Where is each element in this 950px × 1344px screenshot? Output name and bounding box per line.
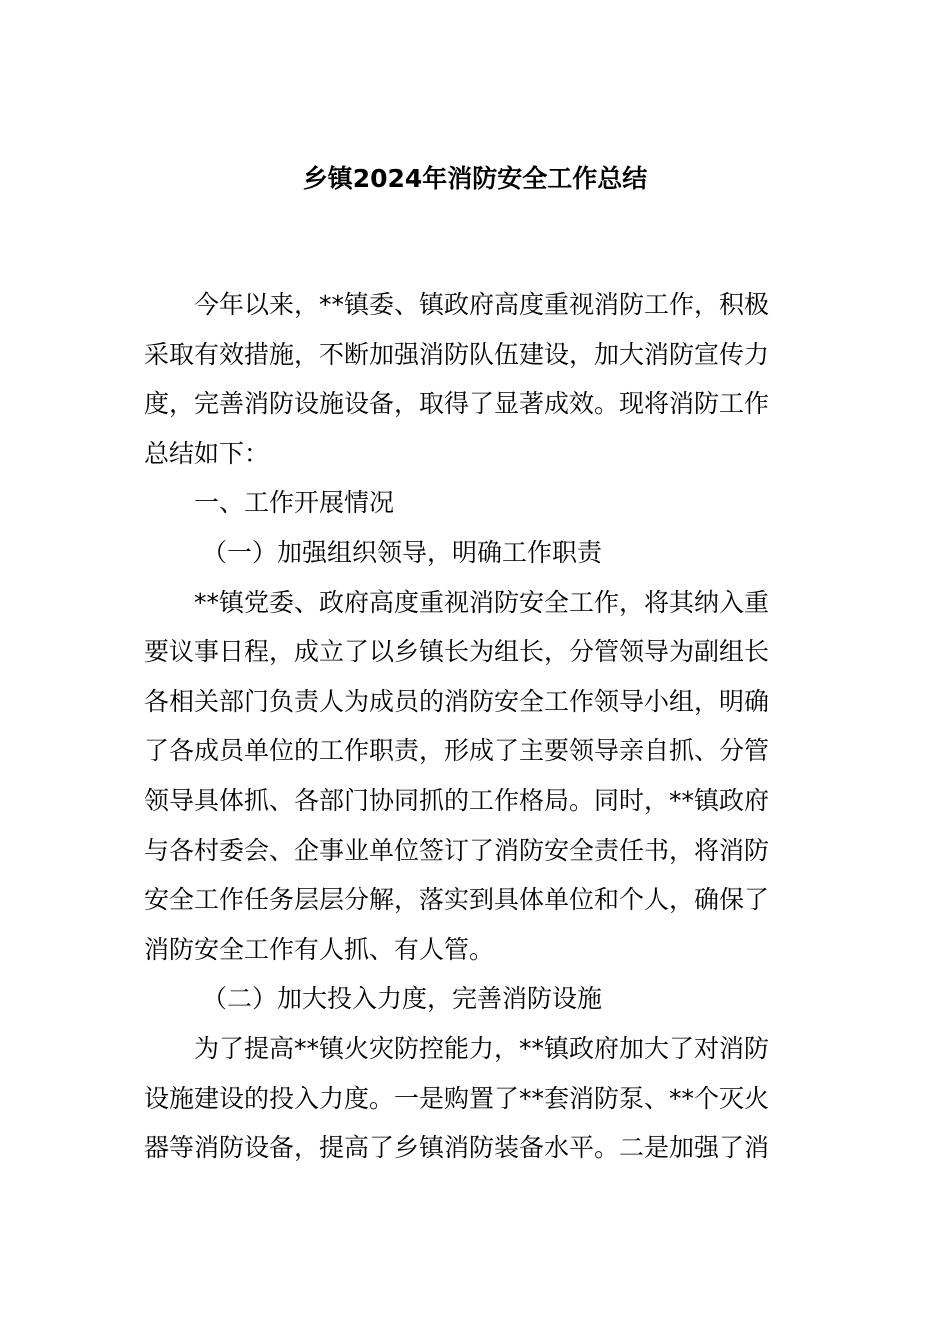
paragraph-line: **镇党委、政府高度重视消防安全工作，将其纳入重 (194, 587, 770, 617)
document-body (144, 280, 808, 1173)
subsection-heading: （二）加大投入力度，完善消防设施 (202, 984, 603, 1014)
paragraph-line: 采取有效措施，不断加强消防队伍建设，加大消防宣传力 (144, 339, 770, 369)
document-title: 乡镇2024年消防安全工作总结 (302, 164, 648, 193)
paragraph-line: 今年以来，**镇委、镇政府高度重视消防工作，积极 (194, 290, 770, 319)
paragraph-line: 度，完善消防设施设备，取得了显著成效。现将消防工作 (144, 389, 770, 419)
paragraph-line: 与各村委会、企事业单位签订了消防安全责任书，将消防 (144, 835, 770, 865)
paragraph-line: 器等消防设备，提高了乡镇消防装备水平。二是加强了消 (144, 1133, 770, 1163)
paragraph-line: 了各成员单位的工作职责，形成了主要领导亲自抓、分管 (144, 736, 770, 766)
paragraph-line: 消防安全工作有人抓、有人管。 (144, 934, 495, 964)
section-heading: 一、工作开展情况 (194, 488, 395, 518)
paragraph-line: 领导具体抓、各部门协同抓的工作格局。同时，**镇政府 (144, 785, 770, 815)
paragraph-line: 为了提高**镇火灾防控能力，**镇政府加大了对消防 (194, 1033, 770, 1063)
paragraph-line: 各相关部门负责人为成员的消防安全工作领导小组，明确 (144, 686, 770, 716)
paragraph-line: 安全工作任务层层分解，落实到具体单位和个人，确保了 (144, 885, 770, 915)
paragraph-line: 设施建设的投入力度。一是购置了**套消防泵、**个灭火 (144, 1083, 770, 1113)
paragraph-line: 总结如下： (144, 438, 270, 468)
subsection-heading: （一）加强组织领导，明确工作职责 (202, 537, 603, 567)
paragraph-line: 要议事日程，成立了以乡镇长为组长，分管领导为副组长 (144, 637, 770, 667)
